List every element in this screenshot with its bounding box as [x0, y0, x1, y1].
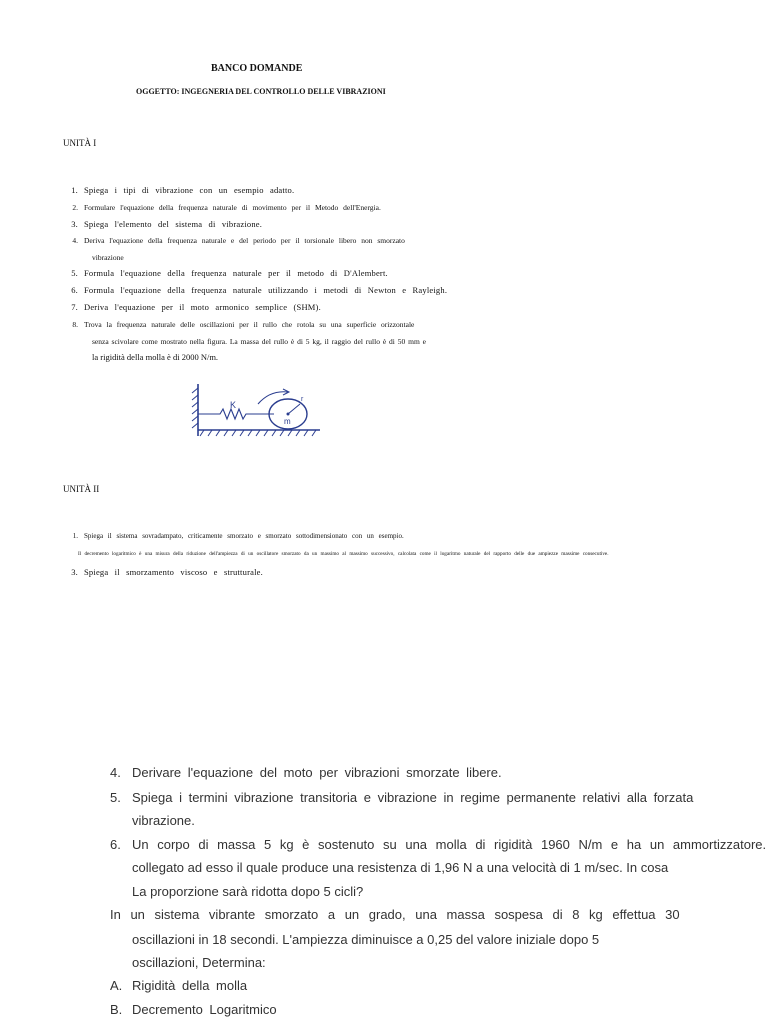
question-number: 5.: [71, 268, 78, 278]
question-number: 1.: [72, 532, 78, 540]
question-text: Deriva l'equazione della frequenza naturale e del periodo per il torsionale libero non smorzato: [84, 236, 405, 245]
question-text: Spiega il smorzamento viscoso e strutturale.: [84, 567, 263, 577]
radius-label: r: [301, 396, 304, 403]
question-number: 4.: [72, 236, 78, 245]
problem-part-b: [110, 1002, 277, 1017]
question-number: 7.: [71, 302, 78, 312]
question-number: 1.: [71, 185, 78, 195]
unit-1-question-2: [60, 203, 381, 212]
question-text: Formulare l'equazione della frequenza naturale di movimento per il Metodo dell'Energia.: [84, 203, 381, 212]
question-text: Spiega il sistema sovradampato, criticamente smorzato e smorzato sottodimensionato con un esempio.: [84, 532, 404, 540]
question-text: Spiega l'elemento del sistema di vibrazione.: [84, 219, 263, 229]
question-6: [110, 837, 766, 852]
question-text: Deriva l'equazione per il moto armonico semplice (SHM).: [84, 302, 321, 312]
unit-1-question-5: [60, 268, 388, 278]
unit-1-question-3: [60, 219, 262, 229]
problem-line-1: In un sistema vibrante smorzato a un grado, una massa sospesa di 8 kg effettua 30: [110, 907, 680, 922]
question-number: 4.: [110, 765, 121, 780]
question-number: 2.: [72, 203, 78, 212]
document-title: BANCO DOMANDE: [211, 63, 303, 74]
question-number: 6.: [71, 285, 78, 295]
unit-2-question-2: Il decremento logaritmico è una misura della riduzione dell'ampiezza di un oscillatore smorzato da un massimo al massimo successivo, calcolata come il logaritmo naturale del rapporto delle due ampiezze massime consecutive.: [78, 551, 609, 557]
question-number: 8.: [72, 320, 78, 329]
unit-1-question-7: [60, 302, 321, 312]
question-text: Derivare l'equazione del moto per vibrazioni smorzate libere.: [132, 765, 502, 780]
unit-1-question-1: [60, 185, 294, 195]
unit-2-question-3: [60, 567, 263, 577]
unit-1-question-8-continuation: senza scivolare come mostrato nella figura. La massa del rullo è di 5 kg, il raggio del rullo è di 50 mm e: [92, 337, 426, 346]
question-5-continuation: vibrazione.: [132, 813, 195, 828]
unit-1-question-8: [60, 320, 414, 329]
roller-spring-figure: [180, 378, 330, 440]
question-text: Spiega i tipi di vibrazione con un esempio adatto.: [84, 185, 295, 195]
question-text: Formula l'equazione della frequenza naturale per il metodo di D'Alembert.: [84, 268, 388, 278]
spring-label: K: [230, 400, 237, 410]
question-5: [110, 790, 693, 805]
unit-2-heading: UNITÀ II: [63, 484, 100, 494]
problem-line-3: oscillazioni, Determina:: [132, 955, 266, 970]
question-number: 3.: [71, 567, 78, 577]
question-text: Spiega i termini vibrazione transitoria e vibrazione in regime permanente relativi alla forzata: [132, 790, 694, 805]
question-number: 3.: [71, 219, 78, 229]
document-subject: OGGETTO: INGEGNERIA DEL CONTROLLO DELLE VIBRAZIONI: [136, 87, 386, 96]
unit-1-question-4-continuation: vibrazione: [92, 253, 124, 262]
problem-line-2: oscillazioni in 18 secondi. L'ampiezza diminuisce a 0,25 del valore iniziale dopo 5: [132, 932, 600, 947]
question-text: Un corpo di massa 5 kg è sostenuto su una molla di rigidità 1960 N/m e ha un ammortizzatore.: [132, 837, 767, 852]
unit-2-question-1: [60, 532, 404, 540]
question-text: Formula l'equazione della frequenza naturale utilizzando i metodi di Newton e Rayleigh.: [84, 285, 448, 295]
unit-1-heading: UNITÀ I: [63, 138, 97, 148]
unit-1-question-8-continuation-2: la rigidità della molla è di 2000 N/m.: [92, 352, 219, 362]
part-text: Rigidità della molla: [132, 978, 248, 993]
part-label: A.: [110, 978, 123, 993]
problem-part-a: [110, 978, 247, 993]
question-6-continuation: collegato ad esso il quale produce una resistenza di 1,96 N a una velocità di 1 m/sec. In cosa: [132, 860, 669, 875]
unit-1-question-6: [60, 285, 447, 295]
unit-1-question-4: [60, 236, 405, 245]
question-4: [110, 765, 502, 780]
question-6-continuation-2: La proporzione sarà ridotta dopo 5 cicli?: [132, 884, 364, 899]
question-text: Trova la frequenza naturale delle oscillazioni per il rullo che rotola su una superficie orizzontale: [84, 320, 415, 329]
mass-label: m: [284, 417, 291, 426]
part-label: B.: [110, 1002, 123, 1017]
question-number: 6.: [110, 837, 121, 852]
question-number: 5.: [110, 790, 121, 805]
part-text: Decremento Logaritmico: [132, 1002, 277, 1017]
